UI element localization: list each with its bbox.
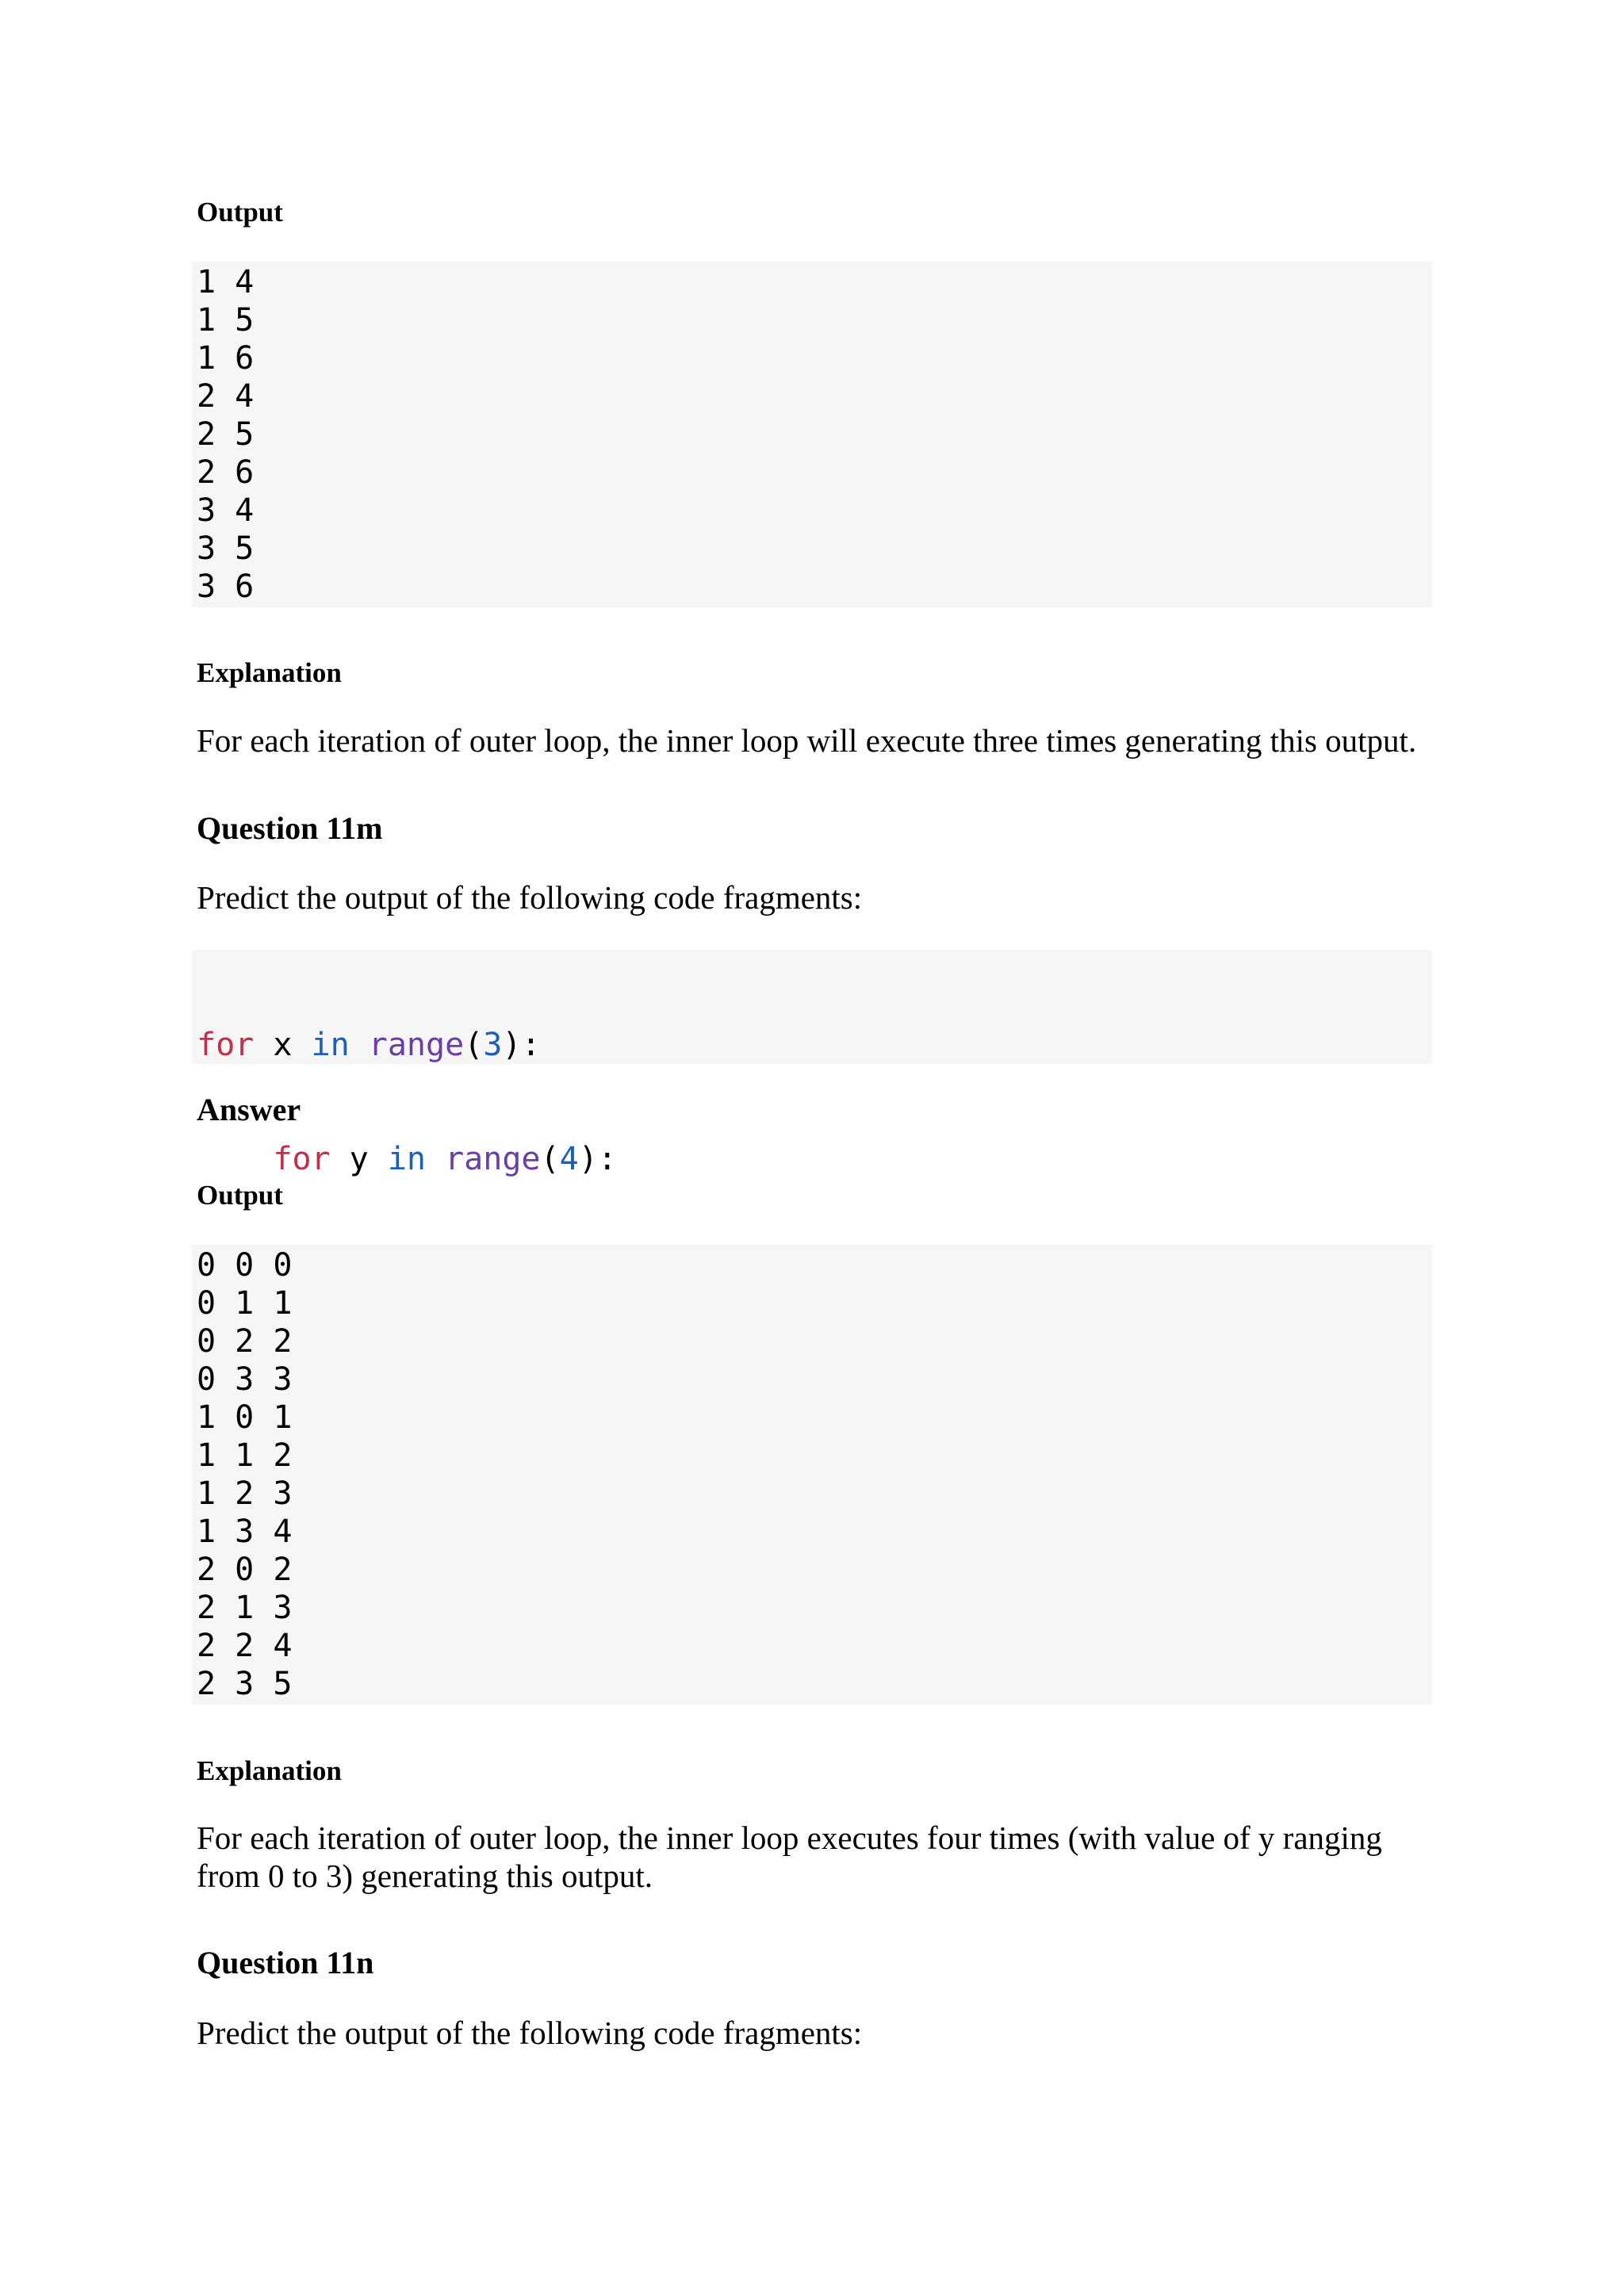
explanation-text <box>197 1819 1545 1895</box>
output-line: 2 2 4 <box>197 1628 293 1664</box>
output-line: 0 2 2 <box>197 1323 293 1360</box>
output-line: 3 6 <box>197 568 255 605</box>
output-line: 3 4 <box>197 492 255 529</box>
output-line: 0 3 3 <box>197 1361 293 1398</box>
explanation-text: For each iteration of outer loop, the inner loop will execute three times generating this output. <box>197 722 1417 759</box>
output-line: 0 1 1 <box>197 1285 293 1322</box>
output-line: 1 2 3 <box>197 1475 293 1512</box>
output-line: 1 1 2 <box>197 1437 293 1474</box>
output-heading: Output <box>197 1180 283 1211</box>
output-line: 2 6 <box>197 454 255 491</box>
code-line: for x in range(3): <box>197 1027 541 1063</box>
output-line: 2 1 3 <box>197 1590 293 1626</box>
output-line: 2 4 <box>197 378 255 415</box>
output-block <box>192 262 1432 607</box>
output-line: 1 6 <box>197 340 255 377</box>
output-line: 1 5 <box>197 302 255 339</box>
question-heading: Question 11n <box>197 1945 374 1980</box>
output-line: 0 0 0 <box>197 1247 293 1284</box>
code-line: for y in range(4): <box>273 1141 617 1177</box>
question-prompt: Predict the output of the following code fragments: <box>197 2015 863 2051</box>
explanation-line: from 0 to 3) generating this output. <box>197 1858 653 1894</box>
output-block <box>192 1245 1432 1705</box>
output-line: 2 0 2 <box>197 1552 293 1588</box>
output-line: 1 3 4 <box>197 1513 293 1550</box>
output-line: 3 5 <box>197 530 255 567</box>
question-prompt: Predict the output of the following code fragments: <box>197 879 863 916</box>
explanation-heading: Explanation <box>197 1755 342 1786</box>
explanation-line: For each iteration of outer loop, the inner loop executes four times (with value of y ranging <box>197 1820 1382 1856</box>
answer-heading: Answer <box>197 1092 301 1127</box>
question-heading: Question 11m <box>197 810 383 846</box>
output-line: 2 3 5 <box>197 1666 293 1702</box>
output-line: 1 0 1 <box>197 1399 293 1436</box>
output-line: 2 5 <box>197 416 255 453</box>
output-heading: Output <box>197 197 283 228</box>
output-line: 1 4 <box>197 264 255 300</box>
explanation-heading: Explanation <box>197 657 342 688</box>
